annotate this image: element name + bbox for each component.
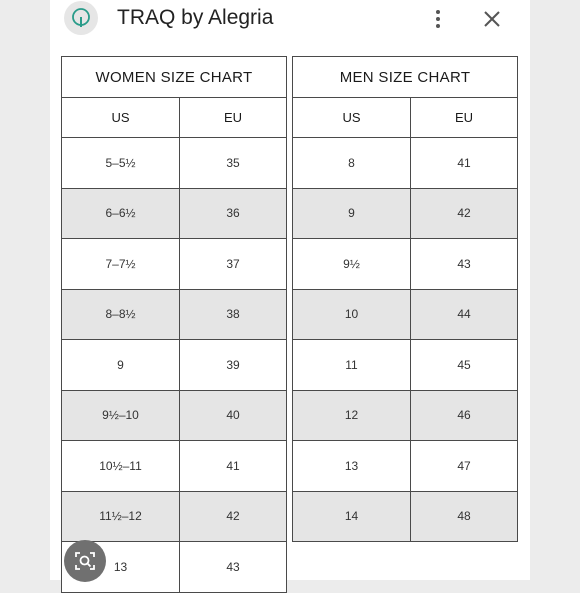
- women-col-us: US: [62, 98, 180, 138]
- men-us-cell: 14: [293, 491, 411, 542]
- women-us-cell: 5–5½: [62, 138, 180, 189]
- men-us-cell: 8: [293, 138, 411, 189]
- table-row: [62, 289, 287, 340]
- table-row: [62, 138, 287, 189]
- women-us-cell: 10½–11: [62, 441, 180, 492]
- table-row: [62, 491, 287, 542]
- page-title: TRAQ by Alegria: [117, 6, 274, 29]
- close-icon[interactable]: [480, 7, 504, 31]
- more-vertical-icon[interactable]: [428, 6, 448, 32]
- men-us-cell: 13: [293, 441, 411, 492]
- men-col-us: US: [293, 98, 411, 138]
- women-eu-cell: 42: [180, 491, 287, 542]
- women-eu-cell: 41: [180, 441, 287, 492]
- table-row: [62, 239, 287, 290]
- women-us-cell: 8–8½: [62, 289, 180, 340]
- women-eu-cell: 43: [180, 542, 287, 593]
- table-row: [62, 340, 287, 391]
- men-eu-cell: 45: [411, 340, 518, 391]
- table-row: [62, 441, 287, 492]
- men-us-cell: 11: [293, 340, 411, 391]
- table-row: [293, 340, 518, 391]
- men-size-chart: [292, 56, 518, 542]
- men-eu-cell: 41: [411, 138, 518, 189]
- table-row: [293, 441, 518, 492]
- men-us-cell: 10: [293, 289, 411, 340]
- table-row: [293, 491, 518, 542]
- men-eu-cell: 44: [411, 289, 518, 340]
- women-us-cell: 6–6½: [62, 188, 180, 239]
- women-us-cell: 13: [62, 542, 180, 593]
- women-eu-cell: 38: [180, 289, 287, 340]
- table-row: [293, 289, 518, 340]
- men-col-eu: EU: [411, 98, 518, 138]
- women-size-chart: [61, 56, 287, 593]
- table-row: [293, 138, 518, 189]
- men-eu-cell: 48: [411, 491, 518, 542]
- table-row: [293, 239, 518, 290]
- women-eu-cell: 37: [180, 239, 287, 290]
- men-eu-cell: 47: [411, 441, 518, 492]
- men-eu-cell: 42: [411, 188, 518, 239]
- women-chart-title: WOMEN SIZE CHART: [62, 57, 287, 98]
- women-eu-cell: 35: [180, 138, 287, 189]
- women-eu-cell: 39: [180, 340, 287, 391]
- image-search-icon[interactable]: [64, 540, 106, 582]
- table-row: [293, 390, 518, 441]
- women-us-cell: 7–7½: [62, 239, 180, 290]
- women-us-cell: 9: [62, 340, 180, 391]
- men-eu-cell: 46: [411, 390, 518, 441]
- men-eu-cell: 43: [411, 239, 518, 290]
- men-chart-title: MEN SIZE CHART: [293, 57, 518, 98]
- women-eu-cell: 36: [180, 188, 287, 239]
- table-row: [62, 390, 287, 441]
- women-us-cell: 11½–12: [62, 491, 180, 542]
- map-pin-logo-icon: [64, 1, 98, 35]
- table-row: [293, 188, 518, 239]
- men-us-cell: 9½: [293, 239, 411, 290]
- women-col-eu: EU: [180, 98, 287, 138]
- table-row: [62, 188, 287, 239]
- women-eu-cell: 40: [180, 390, 287, 441]
- app-header: [50, 0, 530, 40]
- men-us-cell: 9: [293, 188, 411, 239]
- men-us-cell: 12: [293, 390, 411, 441]
- women-us-cell: 9½–10: [62, 390, 180, 441]
